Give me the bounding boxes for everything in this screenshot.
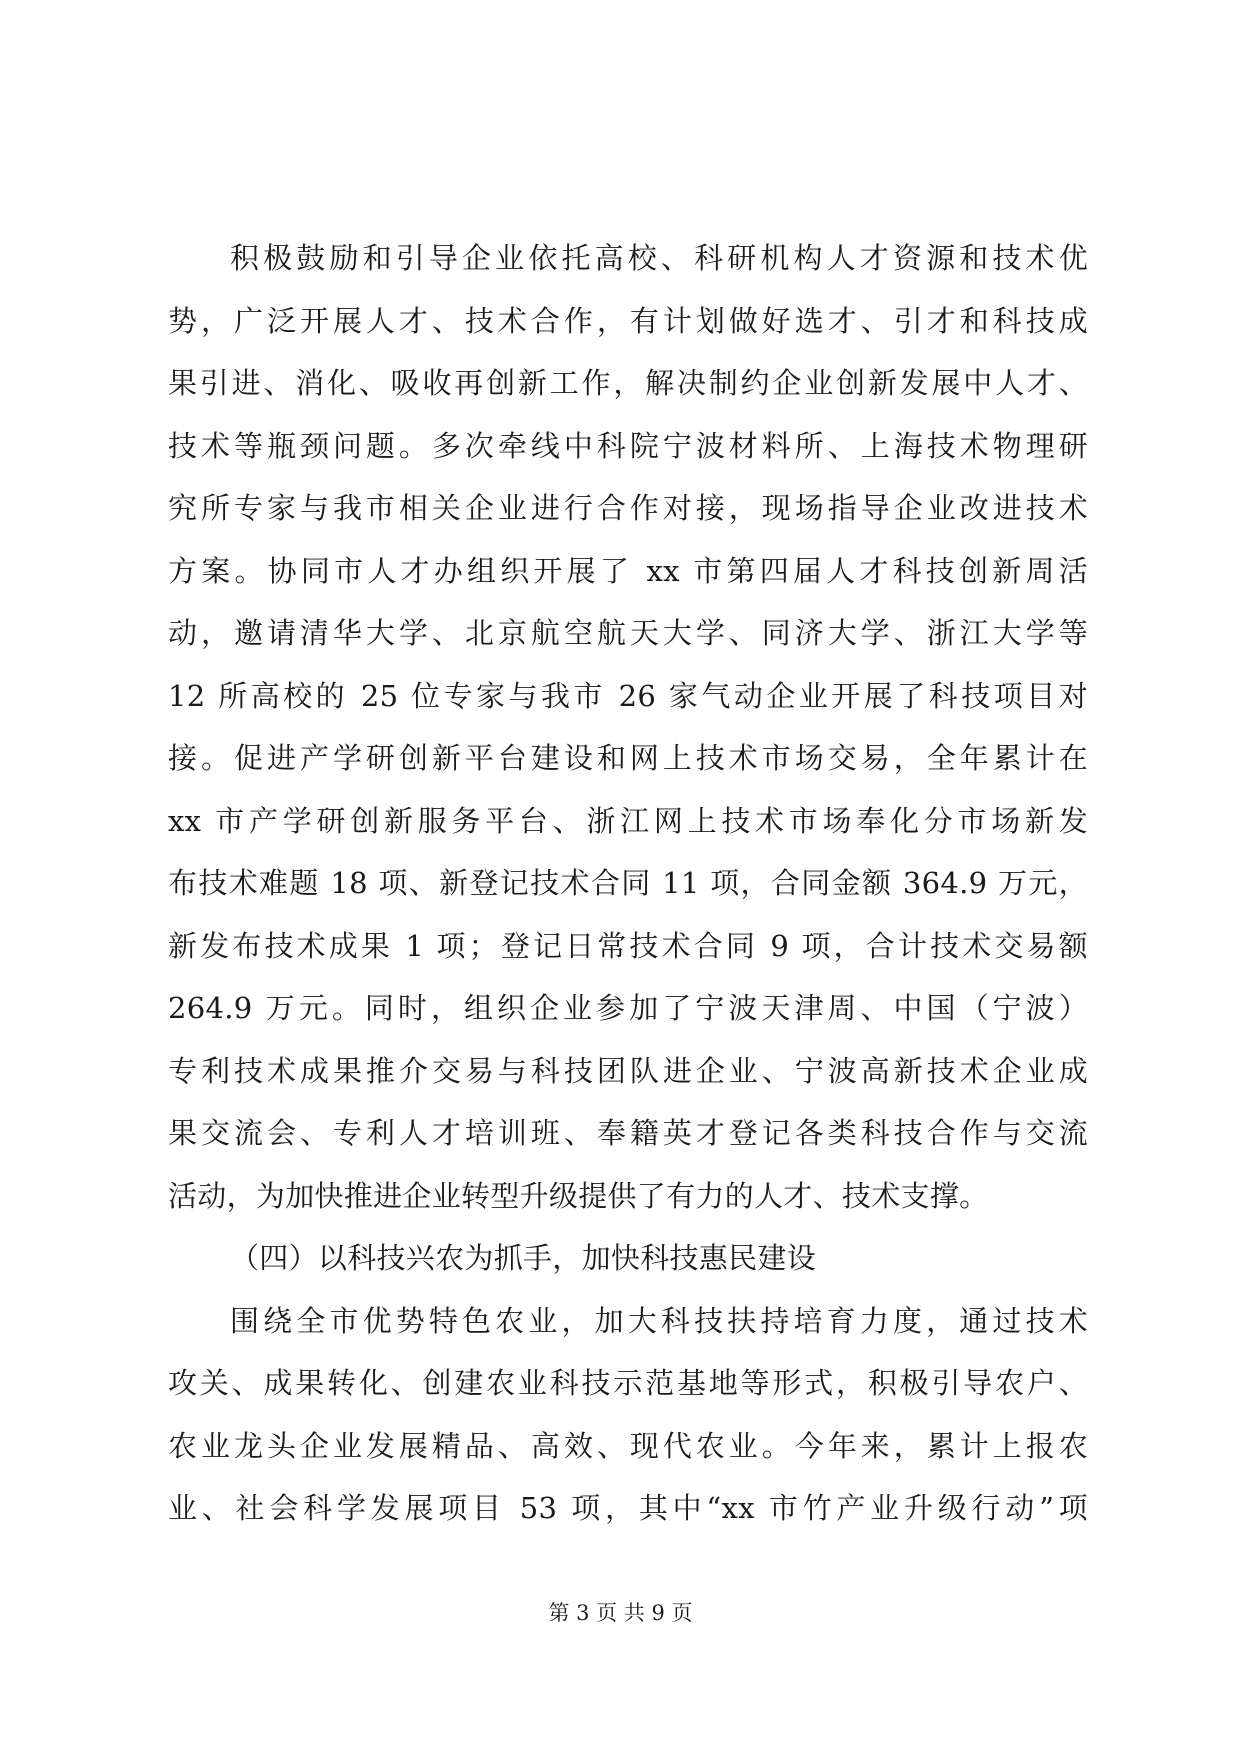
text-line: 活动，为加快推进企业转型升级提供了有力的人才、技术支撑。 <box>168 1178 989 1213</box>
text-line: 积极鼓励和引导企业依托高校、科研机构人才资源和技术优 <box>230 241 1088 275</box>
text-line: xx 市产学研创新服务平台、浙江网上技术市场奉化分市场新发 <box>168 803 1088 838</box>
text-line: 果交流会、专利人才培训班、奉籍英才登记各类科技合作与交流 <box>168 1116 1088 1150</box>
text-line: 动，邀请清华大学、北京航空航天大学、同济大学、浙江大学等 <box>168 616 1088 650</box>
text-line: 接。促进产学研创新平台建设和网上技术市场交易，全年累计在 <box>168 741 1088 775</box>
text-line: 12 所高校的 25 位专家与我市 26 家气动企业开展了科技项目对 <box>168 678 1088 713</box>
text-line: 专利技术成果推介交易与科技团队进企业、宁波高新技术企业成 <box>168 1053 1088 1088</box>
text-line: 方案。协同市人才办组织开展了 xx 市第四届人才科技创新周活 <box>168 553 1088 588</box>
section-heading: （四）以科技兴农为抓手，加快科技惠民建设 <box>230 1241 817 1275</box>
text-line: 势，广泛开展人才、技术合作，有计划做好选才、引才和科技成 <box>168 303 1088 338</box>
text-line: 布技术难题 18 项、新登记技术合同 11 项，合同金额 364.9 万元， <box>168 866 1088 900</box>
text-line: 果引进、消化、吸收再创新工作，解决制约企业创新发展中人才、 <box>168 366 1088 400</box>
document-body <box>168 227 1088 1540</box>
text-line: 业、社会科学发展项目 53 项，其中“xx 市竹产业升级行动”项 <box>168 1491 1088 1525</box>
text-line: 攻关、成果转化、创建农业科技示范基地等形式，积极引导农户、 <box>168 1366 1088 1400</box>
text-line: 新发布技术成果 1 项；登记日常技术合同 9 项，合计技术交易额 <box>168 928 1088 963</box>
text-line: 究所专家与我市相关企业进行合作对接，现场指导企业改进技术 <box>168 491 1088 525</box>
text-line: 技术等瓶颈问题。多次牵线中科院宁波材料所、上海技术物理研 <box>168 428 1088 463</box>
text-line: 农业龙头企业发展精品、高效、现代农业。今年来，累计上报农 <box>168 1428 1088 1463</box>
page-number-footer: 第 3 页 共 9 页 <box>548 1601 693 1625</box>
text-line: 264.9 万元。同时，组织企业参加了宁波天津周、中国（宁波） <box>168 991 1088 1025</box>
text-line: 围绕全市优势特色农业，加大科技扶持培育力度，通过技术 <box>230 1303 1088 1338</box>
